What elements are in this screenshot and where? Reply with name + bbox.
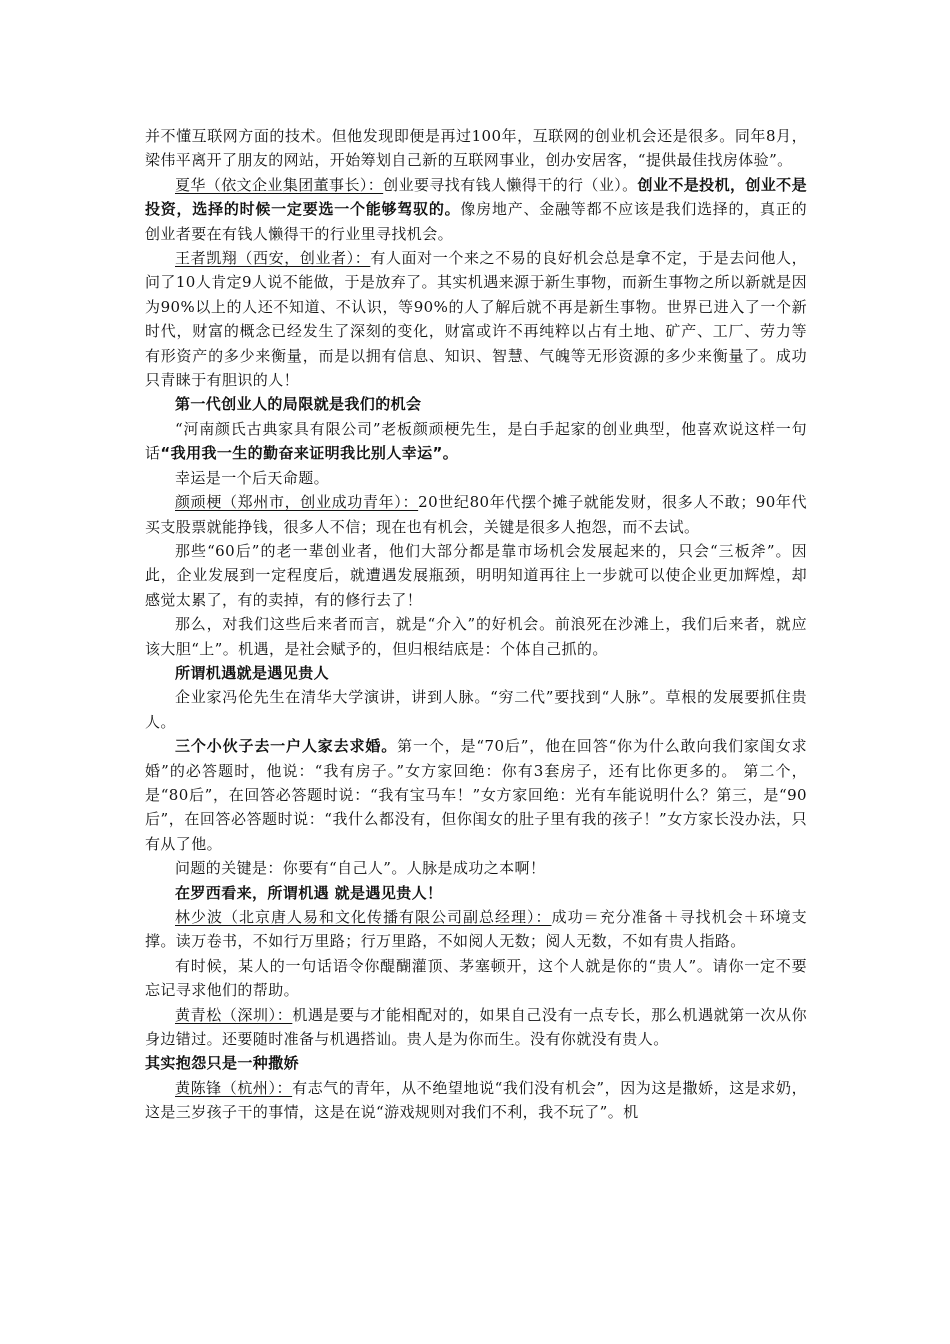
body-paragraph xyxy=(145,539,807,612)
document-page xyxy=(145,124,807,1125)
speaker-attribution: 王者凯翔（西安，创业者）： xyxy=(175,249,371,268)
speaker-attribution: 颜顽梗（郑州市，创业成功青年）： xyxy=(175,493,419,512)
body-paragraph xyxy=(145,954,807,1003)
section-heading xyxy=(145,661,807,685)
speaker-attribution: 夏华（依文企业集团董事长）： xyxy=(175,175,384,194)
paragraph-text: 那么，对我们这些后来者而言，就是“介入”的好机会。前浪死在沙滩上，我们后来者，就应该大胆“上”。机遇，是社会赋予的，但归根结底是：个体自己抓的。 xyxy=(145,615,807,658)
paragraph-text: 像房地产、金融等都不应该是我们选择的，真正的创业者要在有钱人懒得干的行业里寻找机会。 xyxy=(145,200,807,243)
body-paragraph xyxy=(145,734,807,856)
paragraph-text: 那些“60后”的老一辈创业者，他们大部分都是靠市场机会发展起来的，只会“三板斧”。因此，企业发展到一定程度后，就遭遇发展瓶颈，明明知道再往上一步就可以使企业更加辉煌，却感觉太累了，有的卖掉，有的修行去了！ xyxy=(145,541,807,609)
paragraph-text: 所谓机遇就是遇见贵人 xyxy=(175,663,330,682)
emphasis-text: 三个小伙子去一户人家去求婚。 xyxy=(175,737,398,756)
speaker-attribution: 林少波（北京唐人易和文化传播有限公司副总经理）： xyxy=(175,908,552,926)
body-paragraph xyxy=(145,612,807,661)
body-paragraph xyxy=(145,905,807,954)
body-paragraph xyxy=(145,856,807,880)
paragraph-text: 并不懂互联网方面的技术。但他发现即便是再过100年，互联网的创业机会还是很多。同年8月，梁伟平离开了朋友的网站，开始筹划自己新的互联网事业，创办安居客，“提供最佳找房体验”。 xyxy=(145,127,807,170)
paragraph-text: 有志气的青年，从不绝望地说“我们没有机会”，因为这是撒娇，这是求奶，这是三岁孩子干的事情，这是在说“游戏规则对我们不利，我不玩了”。机 xyxy=(145,1078,807,1122)
section-heading xyxy=(145,1051,807,1075)
paragraph-text: 第一代创业人的局限就是我们的机会 xyxy=(175,395,422,414)
speaker-attribution: 黄陈锋（杭州）： xyxy=(175,1078,293,1097)
section-heading xyxy=(145,392,807,416)
emphasis-text: “我用我一生的勤奋来证明我比别人幸运”。 xyxy=(160,444,459,463)
paragraph-text: 成功＝充分准备＋寻找机会＋环境支撑。读万卷书，不如行万里路；行万里路，不如阅人无数；阅人无数，不如有贵人指路。 xyxy=(145,908,807,951)
section-heading xyxy=(145,881,807,905)
paragraph-text: 在罗西看来，所谓机遇 就是遇见贵人！ xyxy=(175,883,443,902)
body-paragraph xyxy=(145,417,807,466)
paragraph-text: 创业要寻找有钱人懒得干的行（业）。 xyxy=(383,175,638,194)
speaker-attribution: 黄青松（深圳）： xyxy=(175,1005,293,1024)
paragraph-text: 20世纪80年代摆个摊子就能发财，很多人不敢；90年代买支股票就能挣钱，很多人不信；现在也有机会，关键是很多人抱怨，而不去试。 xyxy=(145,493,807,536)
body-paragraph xyxy=(145,1003,807,1052)
body-paragraph xyxy=(145,466,807,490)
paragraph-text: 问题的关键是：你要有“自己人”。人脉是成功之本啊！ xyxy=(175,859,546,878)
paragraph-text: 企业家冯伦先生在清华大学演讲，讲到人脉。“穷二代”要找到“人脉”。草根的发展要抓住贵人。 xyxy=(145,688,807,731)
body-paragraph xyxy=(145,685,807,734)
paragraph-text: “河南颜氏古典家具有限公司”老板颜顽梗先生，是白手起家的创业典型，他喜欢说这样一句话 xyxy=(145,419,807,463)
paragraph-text: 幸运是一个后天命题。 xyxy=(175,468,330,487)
body-paragraph xyxy=(145,124,807,173)
body-paragraph xyxy=(145,246,807,392)
paragraph-text: 其实抱怨只是一种撒娇 xyxy=(145,1054,300,1073)
body-paragraph xyxy=(145,173,807,246)
emphasis-text: 创业不是投机，创业不是投资，选择的时候一定要选一个能够驾驭的。 xyxy=(145,175,807,219)
body-paragraph xyxy=(145,1076,807,1125)
paragraph-text: 第一个，是“70后”，他在回答“你为什么敢向我们家闺女求婚”的必答题时，他说：“我有房子。”女方家回绝：你有3套房子，还有比你更多的。 第二个，是“80后”，在回答必答题时说：“我有宝马车！”女方家回绝：光有车能说明什么？第三，是“90后”，在回答必答题时说：“我什么都没有，但你闺女的肚子里有我的孩子！”女方家长没办法，只有从了他。 xyxy=(145,737,808,853)
body-paragraph xyxy=(145,490,807,539)
paragraph-text: 有时候，某人的一句话语令你醍醐灌顶、茅塞顿开，这个人就是你的“贵人”。请你一定不要忘记寻求他们的帮助。 xyxy=(145,956,807,1000)
paragraph-text: 机遇是要与才能相配对的，如果自己没有一点专长，那么机遇就第一次从你身边错过。还要随时准备与机遇搭讪。贵人是为你而生。没有你就没有贵人。 xyxy=(145,1005,807,1049)
paragraph-text: 有人面对一个来之不易的良好机会总是拿不定，于是去问他人，问了10人肯定9人说不能做，于是放弃了。其实机遇来源于新生事物，而新生事物之所以新就是因为90%以上的人还不知道、不认识，等90%的人了解后就不再是新生事物。世界已进入了一个新时代，财富的概念已经发生了深刻的变化，财富或许不再纯粹以占有土地、矿产、工厂、劳力等有形资产的多少来衡量，而是以拥有信息、知识、智慧、气魄等无形资源的多少来衡量了。成功只青睐于有胆识的人！ xyxy=(145,249,808,390)
